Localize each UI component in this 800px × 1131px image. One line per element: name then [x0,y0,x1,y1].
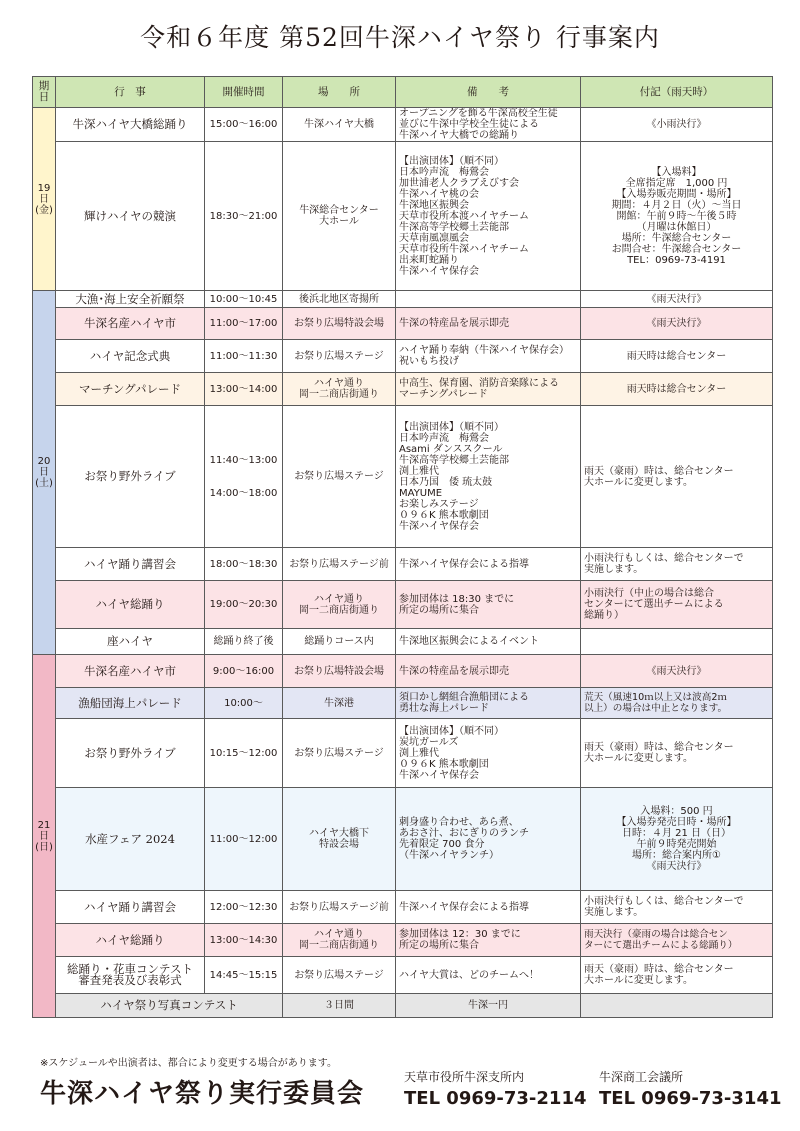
text-line: 天草市役所本渡ハイヤチーム [399,210,529,222]
text-line: 審査発表及び表彰式 [78,973,182,987]
text-line: 牛深ハイヤ保存会による指導 [399,901,529,913]
text-line: あおさ汁、おにぎりのランチ [399,828,529,839]
date-part: 日 [39,193,49,205]
text-line: 牛深港 [324,697,354,709]
text-line: 荒天（風速10ｍ以上又は波高2ｍ [584,692,728,703]
date-part: 20 [37,456,51,467]
text-line: お祭り広場特設会場 [294,665,384,677]
event-time [205,788,283,891]
text-line: 総踊り終了後 [213,636,274,647]
event-name: 漁船団海上パレード [56,688,205,719]
text-line: 牛深ハイヤ保存会 [399,769,479,781]
text-line: 大ホールに変更します。 [584,476,693,488]
table-row [33,373,773,406]
event-notes [396,655,581,688]
event-place [283,308,396,340]
event-notes [396,291,581,308]
text-line: 先着限定 700 食分 [399,839,485,850]
text-line: 14:45～15:15 [209,969,278,981]
event-time [205,308,283,340]
event-time [205,108,283,142]
text-line: お祭り広場ステージ [294,747,384,759]
event-time [205,688,283,719]
text-line: 岡一二商店街通り [299,389,379,400]
text-line: 《雨天決行》 [646,665,707,677]
date-cell [33,655,56,1018]
text-line: 後浜北地区寄揚所 [299,293,379,305]
event-place [283,291,396,308]
text-line: 所定の場所に集合 [399,940,479,951]
rain-note [581,308,773,340]
text-line: 11:00～12:00 [209,833,278,845]
text-line: TEL：0969-73-4191 [627,254,726,266]
text-line: 11:00～11:30 [209,350,278,362]
text-line: 15:00～16:00 [209,119,278,130]
text-line: ハイヤ通り [314,378,364,389]
rain-note [581,291,773,308]
text-line: 18:00～18:30 [209,558,278,570]
event-place [283,406,396,548]
text-line: 11:00～17:00 [209,318,278,329]
date-part: (日) [35,841,53,853]
text-line: 牛深ハイヤ大橋 [304,119,374,130]
event-place [283,891,396,924]
table-row [33,291,773,308]
text-line: 実施します。 [584,907,644,918]
text-line: 加世浦老人クラブえびす会 [399,177,519,189]
text-line: 渕上雅代 [399,747,439,759]
text-line: 10:00～ [224,697,263,709]
text-line: 牛深ハイヤ保存会による指導 [399,558,529,570]
text-line: 雨天時は総合センター [626,383,727,395]
footnote: ※スケジュールや出演者は、都合により変更する場合があります。 [40,1058,337,1069]
text-line: お祭り広場ステージ [294,350,384,362]
text-line: 午前９時発売開始 [636,839,717,850]
text-line: ターにて選出チームによる総踊り） [584,940,738,951]
text-line: 日本吟声流 梅鶯会 [399,166,489,178]
text-line: ハイヤ通り [314,929,364,940]
table-row [33,548,773,581]
event-name: マーチングパレード [56,373,205,406]
table-row [33,308,773,340]
text-line: マーチングパレード [399,389,488,400]
date-cell [33,108,56,291]
rain-note [581,924,773,957]
text-line: 雨天決行（豪雨の場合は総合セン [584,929,728,940]
text-line: ハイヤ大橋下 [309,828,369,839]
event-place [283,581,396,629]
text-line: 牛深の特産品を展示即売 [399,665,509,677]
text-line: 14:00～18:00 [209,487,278,499]
event-notes [396,548,581,581]
text-line: 雨天（豪雨）時は、総合センター [584,742,734,753]
rain-note [581,581,773,629]
table-row [33,629,773,655]
table-row [33,142,773,291]
text-line: 天草南風凛風会 [399,232,469,244]
header-rain-note: 付記（雨天時） [581,77,773,108]
text-line: ０９６K 熊本歌劇団 [399,758,489,770]
text-line: 《雨天決行》 [646,293,707,305]
text-line: 牛深地区振興会によるイベント [399,636,539,647]
text-line: 雨天（豪雨）時は、総合センター [584,964,734,975]
event-place [396,994,581,1018]
text-line: 所定の場所に集合 [399,604,479,616]
contact-city-office [404,1068,587,1109]
text-line: ハイヤ通り [314,593,364,605]
text-line: Asami ダンススクール [399,443,503,455]
text-line: 日本乃国 倭 琉太鼓 [399,476,493,488]
date-part: (金) [35,204,53,216]
event-time [283,994,396,1018]
date-part: 日 [39,830,49,842]
text-line: ０９６K 熊本歌劇団 [399,509,489,521]
text-line: お祭り広場特設会場 [294,318,384,329]
text-line: 牛深一円 [468,1000,508,1011]
text-line: オープニングを飾る牛深高校全生徒 [399,108,558,119]
event-time [205,629,283,655]
event-name: 牛深ハイヤ大橋総踊り [56,108,205,142]
event-notes [396,924,581,957]
text-line: 大ホール [319,216,359,227]
text-line: センターにて選出チームによる [584,599,724,610]
event-notes [581,994,773,1018]
date-part: 日 [39,467,49,478]
event-name: ハイヤ記念式典 [56,340,205,373]
text-line: 入場料：500 円 [640,806,713,817]
text-line: 12:00～12:30 [209,901,278,913]
event-name: 座ハイヤ [56,629,205,655]
text-line: 【入場券発売日時・場所】 [616,817,737,828]
contact-tel: TEL 0969-73-2114 [404,1088,587,1109]
text-line: 雨天（豪雨）時は、総合センター [584,465,734,477]
event-place [283,655,396,688]
header-place: 場 所 [283,77,396,108]
event-place [283,629,396,655]
text-line: 雨天時は総合センター [626,350,727,362]
table-row [33,891,773,924]
event-time [205,548,283,581]
page-title: 令和６年度 第52回牛深ハイヤ祭り 行事案内 [140,23,660,52]
table-row [33,719,773,788]
event-place [283,142,396,291]
event-notes [396,142,581,291]
table-row [33,581,773,629]
rain-note [581,891,773,924]
text-line: 期間：４月２日（火）～当日 [611,199,742,211]
text-line: MAYUME [399,487,443,499]
event-name: ハイヤ踊り講習会 [56,891,205,924]
event-time [205,406,283,548]
header-date: 期日 [33,77,56,108]
rain-note [581,142,773,291]
event-place [283,719,396,788]
rain-note [581,373,773,406]
event-notes [396,688,581,719]
event-notes [396,340,581,373]
rain-note [581,108,773,142]
text-line: 【出演団体】（順不同） [399,725,504,737]
event-time [205,719,283,788]
text-line: 日時：４月 21 日（日） [621,828,732,839]
text-line: ハイヤ大賞は、どのチームへ！ [399,969,539,981]
text-line: 開館：午前９時～午後５時 [616,210,737,222]
text-line: 牛深高等学校郷土芸能部 [399,454,509,466]
text-line: お問合せ：牛深総合センター [611,243,742,255]
table-row [33,340,773,373]
text-line: 刺身盛り合わせ、あら煮、 [399,817,519,828]
rain-note [581,406,773,548]
text-line: 10:15～12:00 [209,747,278,759]
text-line: 祝いもち投げ [399,356,459,367]
text-line: 須口かし網組合漁船団による [399,692,529,703]
text-line: 総踊り・花車コンテスト [66,962,194,976]
event-notes [396,581,581,629]
event-name: 水産フェア 2024 [56,788,205,891]
schedule-table [32,76,773,1018]
event-name [56,957,205,994]
table-row [33,994,773,1018]
text-line: 牛深ハイヤ保存会 [399,520,479,532]
text-line: （牛深ハイヤランチ） [399,850,499,861]
event-name: 牛深名産ハイヤ市 [56,655,205,688]
text-line: 小雨決行もしくは、総合センターで [584,896,744,907]
text-line: 全席指定席 1,000 円 [625,177,728,189]
contact-name: 天草市役所牛深支所内 [404,1070,525,1084]
text-line: 【出演団体】（順不同） [399,421,504,433]
text-line: 場所：総合案内所① [632,850,721,861]
text-line: お楽しみステージ [399,498,479,510]
date-part: 19 [37,182,51,194]
event-name: お祭り野外ライブ [56,719,205,788]
event-notes [396,108,581,142]
text-line: 参加団体は 12：30 までに [399,929,521,940]
text-line: 並びに牛深中学校全生徒による [399,119,539,130]
table-row [33,924,773,957]
text-line: 牛深地区振興会 [399,199,469,211]
text-line: 中高生、保育園、消防音楽隊による [399,378,559,389]
text-line: 大ホールに変更します。 [584,975,693,986]
rain-note [581,548,773,581]
event-place [283,548,396,581]
text-line: 場所：牛深総合センター [621,232,732,244]
date-part: 21 [37,819,51,831]
event-place [283,108,396,142]
text-line: 総踊りコース内 [304,636,374,647]
text-line: 11:40～13:00 [209,454,278,466]
event-name: ハイヤ踊り講習会 [56,548,205,581]
event-time [205,891,283,924]
table-row [33,688,773,719]
contact-name: 牛深商工会議所 [599,1070,684,1084]
event-time [205,655,283,688]
text-line: 19:00～20:30 [209,599,278,610]
event-time [205,581,283,629]
text-line: 渕上雅代 [399,465,439,477]
table-row [33,406,773,548]
event-notes [396,308,581,340]
text-line: 大ホールに変更します。 [584,753,693,764]
text-line: 岡一二商店街通り [299,604,379,616]
table-row [33,108,773,142]
text-line: 参加団体は 18:30 までに [399,593,515,605]
text-line: 総踊り） [584,610,624,621]
event-time [205,924,283,957]
event-place [283,924,396,957]
text-line: ３日間 [324,1000,354,1011]
rain-note [581,719,773,788]
text-line: 天草市役所牛深ハイヤチーム [399,243,529,255]
event-notes [396,891,581,924]
text-line: 《小雨決行》 [646,119,707,130]
text-line: 9:00～16:00 [212,665,275,677]
text-line: 13:00～14:00 [209,383,278,395]
text-line: （月曜は休館日） [636,221,717,233]
rain-note [581,340,773,373]
contact-chamber [599,1068,782,1109]
event-notes [396,957,581,994]
header-notes: 備 考 [396,77,581,108]
event-time [205,373,283,406]
text-line: 小雨決行（中止の場合は総合 [584,588,714,599]
text-line: 小雨決行もしくは、総合センターで [584,553,744,564]
text-line: 牛深総合センター [299,205,379,216]
text-line: 【入場料】 [651,166,702,178]
text-line: 以上）の場合は中止となります。 [584,703,728,714]
text-line: 炭坑ガールズ [399,736,459,748]
rain-note [581,957,773,994]
text-line: お祭り広場ステージ [294,969,384,981]
text-line: 10:00～10:45 [209,293,278,305]
text-line: 18:30～21:00 [209,210,278,222]
event-time [205,142,283,291]
text-line: 13:00～14:30 [209,934,278,946]
event-name: お祭り野外ライブ [56,406,205,548]
event-notes [396,788,581,891]
text-line: 出来町蛇踊り [399,254,459,266]
date-cell [33,291,56,655]
event-time [205,291,283,308]
table-row [33,655,773,688]
text-line: 岡一二商店街通り [299,940,379,951]
text-line: お祭り広場ステージ前 [289,901,389,913]
rain-note [581,788,773,891]
text-line: 【出演団体】（順不同） [399,155,504,167]
event-notes [396,629,581,655]
rain-note [581,688,773,719]
event-name: ハイヤ祭り写真コンテスト [56,994,283,1018]
date-part: (土) [35,478,53,489]
text-line: 《雨天決行》 [646,318,707,329]
organizer-name: 牛深ハイヤ祭り実行委員会 [40,1079,365,1109]
event-place [283,957,396,994]
text-line: 【入場券販売期間・場所】 [616,188,737,200]
header-event: 行 事 [56,77,205,108]
table-header-row [33,77,773,108]
text-line: 牛深の特産品を展示即売 [399,318,509,329]
text-line: お祭り広場ステージ [294,471,384,482]
text-line [208,466,279,477]
text-line: 牛深高等学校郷土芸能部 [399,221,509,233]
event-place [283,788,396,891]
text-line [208,477,279,488]
event-notes [396,719,581,788]
event-place [283,688,396,719]
text-line: 《雨天決行》 [646,861,707,872]
text-line: 実施します。 [584,564,644,575]
event-time [205,340,283,373]
table-row [33,957,773,994]
event-time [205,957,283,994]
event-notes [396,406,581,548]
text-line: ハイヤ踊り奉納（牛深ハイヤ保存会） [399,345,569,356]
text-line: お祭り広場ステージ前 [289,558,389,570]
text-line: 勇壮な海上パレード [399,703,489,714]
event-name: ハイヤ総踊り [56,924,205,957]
text-line: 日本吟声流 梅鶯会 [399,432,489,444]
rain-note [581,655,773,688]
text-line: 牛深ハイヤ大橋での総踊り [399,130,519,141]
event-name: 輝けハイヤの競演 [56,142,205,291]
contact-tel: TEL 0969-73-3141 [599,1088,782,1109]
event-place [283,340,396,373]
text-line: 特設会場 [319,839,359,850]
event-name: 大漁･海上安全祈願祭 [56,291,205,308]
header-time: 開催時間 [205,77,283,108]
rain-note [581,629,773,655]
event-name: ハイヤ総踊り [56,581,205,629]
text-line: 牛深ハイヤ保存会 [399,265,479,277]
table-row [33,788,773,891]
event-place [283,373,396,406]
event-name: 牛深名産ハイヤ市 [56,308,205,340]
event-notes [396,373,581,406]
text-line: 牛深ハイヤ桃の会 [399,188,479,200]
